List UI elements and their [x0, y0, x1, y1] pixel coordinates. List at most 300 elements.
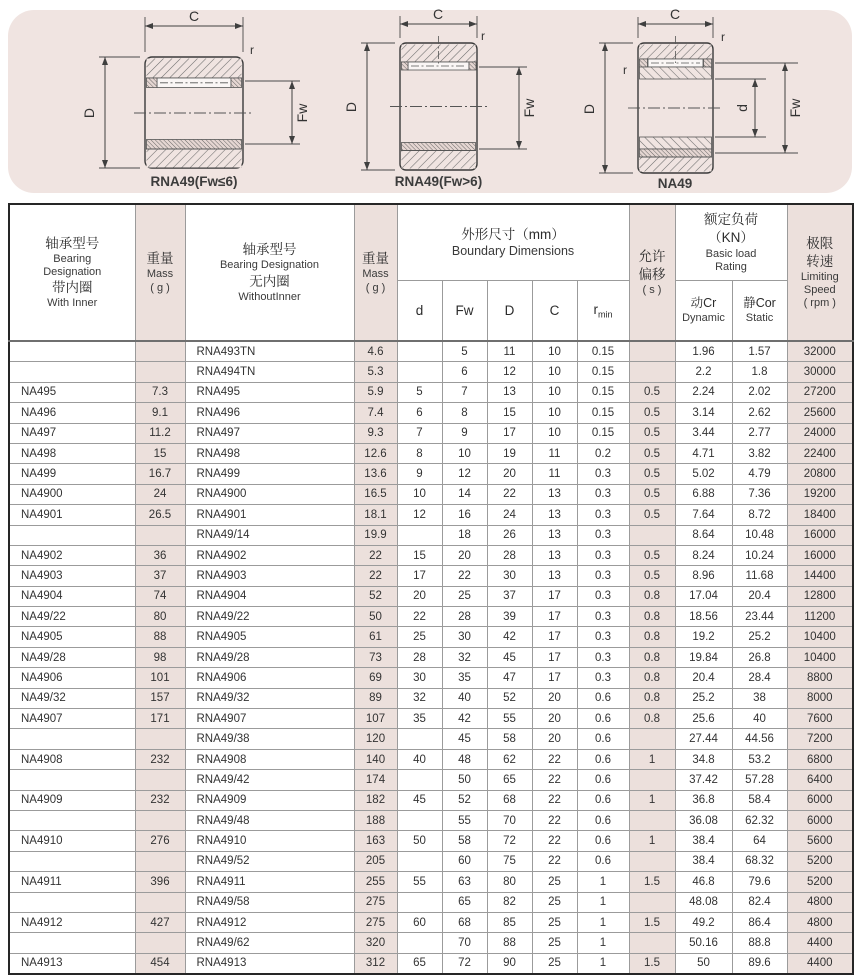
cell-mass-with-inner: 232 [135, 790, 185, 810]
cell-rmin: 0.3 [577, 464, 629, 484]
cell-offset-s [629, 362, 675, 382]
cell-rmin: 0.3 [577, 566, 629, 586]
cell-offset-s: 1.5 [629, 912, 675, 932]
cell-mass-with-inner: 16.7 [135, 464, 185, 484]
dim-label-Fw: Fw [787, 98, 803, 118]
cell-d: 22 [397, 607, 442, 627]
cell-dynamic-cr: 34.8 [675, 749, 732, 769]
cell-d [397, 525, 442, 545]
cell-offset-s: 0.5 [629, 382, 675, 402]
cell-d [397, 770, 442, 790]
cell-fw: 7 [442, 382, 487, 402]
cell-d: 65 [397, 953, 442, 974]
cell-D: 72 [487, 831, 532, 851]
cell-D: 88 [487, 933, 532, 953]
cell-offset-s: 0.5 [629, 545, 675, 565]
cell-mass-without-inner: 18.1 [354, 505, 397, 525]
cell-mass-without-inner: 205 [354, 851, 397, 871]
cell-designation-with-inner: NA4909 [9, 790, 135, 810]
cell-D: 85 [487, 912, 532, 932]
cell-limiting-speed: 11200 [787, 607, 853, 627]
cell-limiting-speed: 5200 [787, 872, 853, 892]
cell-offset-s [629, 770, 675, 790]
cell-static-cor: 23.44 [732, 607, 787, 627]
cell-mass-without-inner: 12.6 [354, 443, 397, 463]
cell-mass-without-inner: 182 [354, 790, 397, 810]
cell-D: 80 [487, 872, 532, 892]
cell-fw: 48 [442, 749, 487, 769]
cell-dynamic-cr: 27.44 [675, 729, 732, 749]
cell-d: 20 [397, 586, 442, 606]
cell-designation-without-inner: RNA4904 [185, 586, 354, 606]
table-row [9, 341, 853, 362]
cell-mass-with-inner: 11.2 [135, 423, 185, 443]
header-dim-rmin: $r_{min}$ [577, 281, 629, 342]
cell-dynamic-cr: 1.96 [675, 341, 732, 362]
cell-dynamic-cr: 37.42 [675, 770, 732, 790]
cell-d: 30 [397, 668, 442, 688]
cell-mass-with-inner [135, 341, 185, 362]
cell-designation-without-inner: RNA4911 [185, 872, 354, 892]
cell-designation-with-inner: NA4913 [9, 953, 135, 974]
cell-designation-without-inner: RNA4906 [185, 668, 354, 688]
cell-designation-with-inner [9, 770, 135, 790]
cell-limiting-speed: 8000 [787, 688, 853, 708]
cell-offset-s: 0.8 [629, 586, 675, 606]
cell-dynamic-cr: 50.16 [675, 933, 732, 953]
cell-mass-without-inner: 19.9 [354, 525, 397, 545]
cell-D: 15 [487, 403, 532, 423]
cell-dynamic-cr: 19.2 [675, 627, 732, 647]
cell-mass-without-inner: 61 [354, 627, 397, 647]
cell-limiting-speed: 27200 [787, 382, 853, 402]
cell-mass-with-inner: 37 [135, 566, 185, 586]
cell-d: 60 [397, 912, 442, 932]
cell-designation-with-inner [9, 525, 135, 545]
dim-label-d: d [734, 104, 750, 112]
cell-D: 62 [487, 749, 532, 769]
cell-D: 26 [487, 525, 532, 545]
table-row [9, 872, 853, 892]
cell-designation-with-inner: NA497 [9, 423, 135, 443]
cell-C: 17 [532, 647, 577, 667]
dim-label-D: D [581, 103, 597, 115]
cell-rmin: 0.6 [577, 790, 629, 810]
cell-offset-s: 0.8 [629, 647, 675, 667]
cell-mass-without-inner: 52 [354, 586, 397, 606]
cell-designation-with-inner: NA49/32 [9, 688, 135, 708]
cell-designation-with-inner: NA495 [9, 382, 135, 402]
dim-label-C: C [188, 8, 200, 24]
outer-ring-hatch-bottom [640, 157, 712, 172]
cell-limiting-speed: 10400 [787, 627, 853, 647]
cell-dynamic-cr: 4.71 [675, 443, 732, 463]
table-row [9, 525, 853, 545]
cell-designation-with-inner [9, 851, 135, 871]
cell-dynamic-cr: 25.2 [675, 688, 732, 708]
cell-mass-with-inner [135, 810, 185, 830]
cell-mass-with-inner: 454 [135, 953, 185, 974]
cell-designation-with-inner: NA4907 [9, 709, 135, 729]
cell-limiting-speed: 25600 [787, 403, 853, 423]
cell-dynamic-cr: 17.04 [675, 586, 732, 606]
cell-C: 10 [532, 341, 577, 362]
cell-rmin: 0.15 [577, 423, 629, 443]
dim-label-C: C [432, 6, 444, 22]
cell-limiting-speed: 6400 [787, 770, 853, 790]
cell-designation-without-inner: RNA4907 [185, 709, 354, 729]
cell-designation-without-inner: RNA4903 [185, 566, 354, 586]
cell-dynamic-cr: 20.4 [675, 668, 732, 688]
inner-ring-top [640, 67, 712, 79]
cell-d: 25 [397, 627, 442, 647]
cell-d: 12 [397, 505, 442, 525]
cell-d: 5 [397, 382, 442, 402]
cell-rmin: 0.6 [577, 688, 629, 708]
cell-rmin: 0.6 [577, 851, 629, 871]
cell-rmin: 0.3 [577, 668, 629, 688]
cell-fw: 42 [442, 709, 487, 729]
cell-limiting-speed: 14400 [787, 566, 853, 586]
dim-label-D: D [81, 107, 97, 119]
cell-rmin: 0.15 [577, 341, 629, 362]
cell-rmin: 0.3 [577, 484, 629, 504]
cell-dynamic-cr: 3.44 [675, 423, 732, 443]
cell-D: 58 [487, 729, 532, 749]
cell-designation-without-inner: RNA49/28 [185, 647, 354, 667]
cell-fw: 22 [442, 566, 487, 586]
cell-dynamic-cr: 48.08 [675, 892, 732, 912]
cell-designation-with-inner: NA4900 [9, 484, 135, 504]
table-row [9, 770, 853, 790]
header-with-inner: 轴承型号 Bearing Designation 带内圈 With Inner [9, 204, 135, 341]
cell-static-cor: 1.8 [732, 362, 787, 382]
cell-designation-without-inner: RNA49/62 [185, 933, 354, 953]
cell-offset-s [629, 525, 675, 545]
cell-mass-with-inner: 15 [135, 443, 185, 463]
cell-static-cor: 20.4 [732, 586, 787, 606]
cell-d: 55 [397, 872, 442, 892]
cell-D: 13 [487, 382, 532, 402]
dim-label-Fw: Fw [521, 98, 537, 118]
cell-fw: 28 [442, 607, 487, 627]
dim-label-r: r [623, 63, 627, 77]
cell-mass-with-inner [135, 729, 185, 749]
cell-designation-without-inner: RNA49/42 [185, 770, 354, 790]
cell-D: 75 [487, 851, 532, 871]
cell-mass-without-inner: 5.9 [354, 382, 397, 402]
cell-limiting-speed: 5600 [787, 831, 853, 851]
cell-designation-without-inner: RNA4912 [185, 912, 354, 932]
cell-dynamic-cr: 49.2 [675, 912, 732, 932]
cell-fw: 32 [442, 647, 487, 667]
cell-designation-without-inner: RNA4902 [185, 545, 354, 565]
cell-offset-s: 0.5 [629, 505, 675, 525]
table-row [9, 810, 853, 830]
cell-designation-with-inner: NA499 [9, 464, 135, 484]
cell-offset-s: 1.5 [629, 953, 675, 974]
cell-dynamic-cr: 3.14 [675, 403, 732, 423]
diagram-caption: RNA49(Fw>6) [394, 174, 483, 189]
cell-dynamic-cr: 38.4 [675, 851, 732, 871]
cell-C: 13 [532, 505, 577, 525]
cell-static-cor: 53.2 [732, 749, 787, 769]
cell-C: 20 [532, 688, 577, 708]
cell-D: 19 [487, 443, 532, 463]
cell-C: 22 [532, 831, 577, 851]
cell-d: 6 [397, 403, 442, 423]
cell-mass-without-inner: 255 [354, 872, 397, 892]
cell-mass-with-inner: 232 [135, 749, 185, 769]
cell-limiting-speed: 16000 [787, 545, 853, 565]
cell-D: 12 [487, 362, 532, 382]
cell-static-cor: 62.32 [732, 810, 787, 830]
cell-limiting-speed: 4800 [787, 912, 853, 932]
cell-static-cor: 88.8 [732, 933, 787, 953]
cell-mass-without-inner: 89 [354, 688, 397, 708]
cell-C: 22 [532, 810, 577, 830]
cell-mass-without-inner: 69 [354, 668, 397, 688]
cell-designation-without-inner: RNA49/38 [185, 729, 354, 749]
cell-designation-with-inner [9, 810, 135, 830]
cell-dynamic-cr: 25.6 [675, 709, 732, 729]
cell-dynamic-cr: 36.08 [675, 810, 732, 830]
cell-designation-with-inner: NA4910 [9, 831, 135, 851]
cell-mass-without-inner: 13.6 [354, 464, 397, 484]
table-row [9, 362, 853, 382]
cell-rmin: 0.6 [577, 749, 629, 769]
cell-designation-with-inner: NA49/28 [9, 647, 135, 667]
cell-mass-without-inner: 16.5 [354, 484, 397, 504]
cell-designation-with-inner: NA496 [9, 403, 135, 423]
cell-designation-without-inner: RNA49/22 [185, 607, 354, 627]
cell-d: 40 [397, 749, 442, 769]
cell-D: 30 [487, 566, 532, 586]
header-without-inner: 轴承型号 Bearing Designation 无内圈 WithoutInner [185, 204, 354, 341]
cell-fw: 20 [442, 545, 487, 565]
cell-static-cor: 40 [732, 709, 787, 729]
cell-mass-without-inner: 174 [354, 770, 397, 790]
cell-mass-with-inner [135, 933, 185, 953]
cell-D: 20 [487, 464, 532, 484]
cell-C: 10 [532, 382, 577, 402]
cell-mass-without-inner: 275 [354, 892, 397, 912]
cell-D: 65 [487, 770, 532, 790]
cell-limiting-speed: 32000 [787, 341, 853, 362]
cell-mass-without-inner: 275 [354, 912, 397, 932]
cell-designation-without-inner: RNA495 [185, 382, 354, 402]
cell-dynamic-cr: 50 [675, 953, 732, 974]
cell-d [397, 810, 442, 830]
diagram-na49 [581, 6, 803, 191]
cell-dynamic-cr: 36.8 [675, 790, 732, 810]
cell-mass-with-inner [135, 362, 185, 382]
cell-rmin: 1 [577, 872, 629, 892]
header-dynamic-cr: 动Cr Dynamic [675, 281, 732, 342]
cell-mass-with-inner: 9.1 [135, 403, 185, 423]
cell-mass-without-inner: 312 [354, 953, 397, 974]
cell-rmin: 0.15 [577, 403, 629, 423]
cell-mass-with-inner: 7.3 [135, 382, 185, 402]
cell-limiting-speed: 18400 [787, 505, 853, 525]
cell-designation-with-inner: NA4902 [9, 545, 135, 565]
cell-fw: 65 [442, 892, 487, 912]
cell-offset-s: 0.8 [629, 627, 675, 647]
cell-static-cor: 68.32 [732, 851, 787, 871]
cell-mass-without-inner: 5.3 [354, 362, 397, 382]
cell-fw: 5 [442, 341, 487, 362]
cell-designation-without-inner: RNA497 [185, 423, 354, 443]
cell-C: 17 [532, 607, 577, 627]
cell-rmin: 0.3 [577, 525, 629, 545]
cell-designation-without-inner: RNA4910 [185, 831, 354, 851]
cell-D: 22 [487, 484, 532, 504]
cell-static-cor: 28.4 [732, 668, 787, 688]
cell-D: 55 [487, 709, 532, 729]
cell-mass-without-inner: 320 [354, 933, 397, 953]
cell-D: 28 [487, 545, 532, 565]
cell-rmin: 0.3 [577, 607, 629, 627]
bearing-cross-section-diagrams [8, 6, 852, 193]
cell-limiting-speed: 7200 [787, 729, 853, 749]
cell-limiting-speed: 6800 [787, 749, 853, 769]
cell-fw: 40 [442, 688, 487, 708]
cell-d: 9 [397, 464, 442, 484]
cell-dynamic-cr: 8.64 [675, 525, 732, 545]
cell-d [397, 851, 442, 871]
cell-fw: 8 [442, 403, 487, 423]
cell-C: 25 [532, 872, 577, 892]
cell-designation-with-inner: NA4904 [9, 586, 135, 606]
cell-static-cor: 25.2 [732, 627, 787, 647]
cell-C: 13 [532, 545, 577, 565]
cell-mass-without-inner: 22 [354, 566, 397, 586]
cell-C: 25 [532, 953, 577, 974]
header-dim-C: C [532, 281, 577, 342]
cell-fw: 72 [442, 953, 487, 974]
cell-dynamic-cr: 19.84 [675, 647, 732, 667]
cell-rmin: 0.3 [577, 505, 629, 525]
cell-fw: 30 [442, 627, 487, 647]
header-boundary-dimensions: 外形尺寸（mm） Boundary Dimensions [397, 204, 629, 281]
cell-d [397, 933, 442, 953]
cell-mass-without-inner: 163 [354, 831, 397, 851]
diagram-caption: NA49 [657, 176, 693, 191]
table-row [9, 423, 853, 443]
diagram-rna49-fw-gt-6 [343, 6, 537, 189]
cell-offset-s [629, 341, 675, 362]
cell-d: 15 [397, 545, 442, 565]
cell-fw: 63 [442, 872, 487, 892]
table-row [9, 545, 853, 565]
cell-fw: 9 [442, 423, 487, 443]
cell-fw: 35 [442, 668, 487, 688]
header-dim-d: d [397, 281, 442, 342]
cell-offset-s: 1 [629, 749, 675, 769]
cell-designation-with-inner: NA4901 [9, 505, 135, 525]
cell-mass-without-inner: 7.4 [354, 403, 397, 423]
diagram-banner [8, 6, 852, 193]
cell-fw: 10 [442, 443, 487, 463]
cell-designation-without-inner: RNA49/48 [185, 810, 354, 830]
cell-rmin: 1 [577, 933, 629, 953]
cell-mass-without-inner: 188 [354, 810, 397, 830]
cell-d: 50 [397, 831, 442, 851]
cell-designation-without-inner: RNA4909 [185, 790, 354, 810]
cell-static-cor: 82.4 [732, 892, 787, 912]
cell-offset-s: 0.5 [629, 566, 675, 586]
table-row [9, 892, 853, 912]
table-row [9, 403, 853, 423]
cell-d: 32 [397, 688, 442, 708]
cell-D: 42 [487, 627, 532, 647]
cell-D: 90 [487, 953, 532, 974]
cell-mass-with-inner: 74 [135, 586, 185, 606]
cell-offset-s: 0.8 [629, 709, 675, 729]
cell-mass-with-inner: 276 [135, 831, 185, 851]
cell-offset-s: 0.5 [629, 423, 675, 443]
cell-mass-with-inner: 427 [135, 912, 185, 932]
cell-static-cor: 38 [732, 688, 787, 708]
cell-mass-with-inner: 80 [135, 607, 185, 627]
cell-mass-without-inner: 107 [354, 709, 397, 729]
cell-limiting-speed: 4800 [787, 892, 853, 912]
cell-fw: 68 [442, 912, 487, 932]
cell-static-cor: 1.57 [732, 341, 787, 362]
cell-designation-with-inner: NA4908 [9, 749, 135, 769]
cell-mass-with-inner: 396 [135, 872, 185, 892]
cell-designation-without-inner: RNA49/52 [185, 851, 354, 871]
cell-designation-with-inner [9, 933, 135, 953]
cell-limiting-speed: 4400 [787, 953, 853, 974]
cell-fw: 55 [442, 810, 487, 830]
cell-dynamic-cr: 2.2 [675, 362, 732, 382]
header-limiting-speed: 极限 转速 Limiting Speed ( rpm ) [787, 204, 853, 341]
cell-designation-with-inner: NA49/22 [9, 607, 135, 627]
cell-D: 45 [487, 647, 532, 667]
dim-label-r: r [481, 29, 485, 43]
cell-C: 25 [532, 933, 577, 953]
outer-ring-hatch-bottom [402, 151, 476, 169]
cell-dynamic-cr: 5.02 [675, 464, 732, 484]
cell-designation-with-inner: NA4912 [9, 912, 135, 932]
cell-mass-with-inner: 24 [135, 484, 185, 504]
cell-d: 17 [397, 566, 442, 586]
cell-rmin: 0.3 [577, 627, 629, 647]
cell-static-cor: 44.56 [732, 729, 787, 749]
cell-designation-without-inner: RNA4900 [185, 484, 354, 504]
cell-D: 11 [487, 341, 532, 362]
cell-offset-s: 0.5 [629, 464, 675, 484]
cell-limiting-speed: 30000 [787, 362, 853, 382]
cell-D: 70 [487, 810, 532, 830]
cell-D: 24 [487, 505, 532, 525]
header-permissible-offset: 允许 偏移 ( s ) [629, 204, 675, 341]
cell-offset-s [629, 729, 675, 749]
cell-static-cor: 2.02 [732, 382, 787, 402]
header-basic-load-rating: 额定负荷 （KN） Basic load Rating [675, 204, 787, 281]
cell-rmin: 0.6 [577, 831, 629, 851]
header-dim-fw: Fw [442, 281, 487, 342]
cell-static-cor: 58.4 [732, 790, 787, 810]
cell-mass-without-inner: 50 [354, 607, 397, 627]
cell-C: 10 [532, 403, 577, 423]
cell-offset-s: 1 [629, 790, 675, 810]
cell-C: 20 [532, 729, 577, 749]
diagram-caption: RNA49(Fw≤6) [150, 174, 238, 189]
cell-offset-s: 0.8 [629, 668, 675, 688]
cell-d: 7 [397, 423, 442, 443]
